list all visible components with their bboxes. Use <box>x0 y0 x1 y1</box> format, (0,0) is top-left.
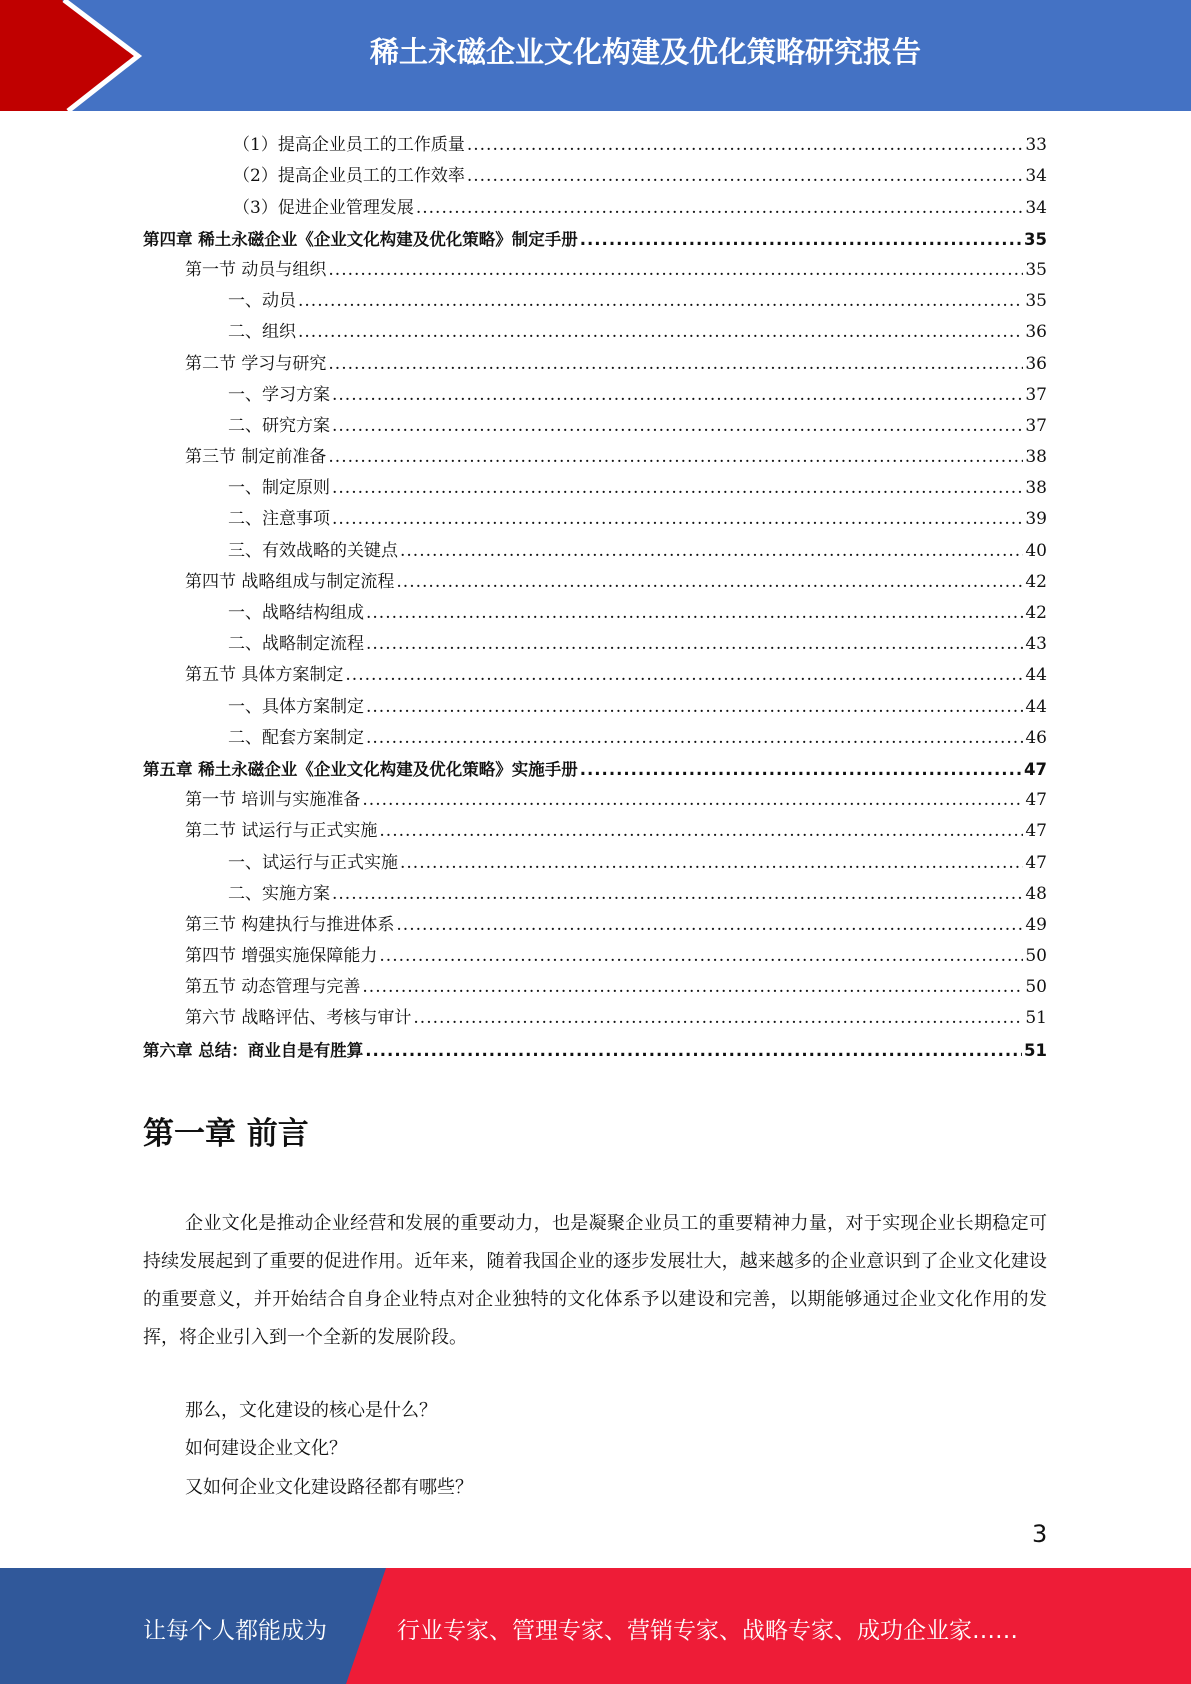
toc-entry-label: 第四节 增强实施保障能力 <box>185 946 378 967</box>
toc-page-number: 51 <box>1025 1008 1047 1029</box>
toc-entry[interactable] <box>143 598 1047 629</box>
toc-leader-dots <box>362 785 1023 816</box>
page-footer <box>0 1568 1191 1684</box>
toc-entry[interactable] <box>143 473 1047 504</box>
toc-entry[interactable] <box>143 442 1047 473</box>
toc-entry[interactable] <box>143 660 1047 691</box>
toc-page-number: 36 <box>1025 353 1047 374</box>
toc-page-number: 44 <box>1025 665 1047 686</box>
toc-entry[interactable] <box>143 348 1047 379</box>
toc-entry[interactable] <box>143 286 1047 317</box>
toc-entry[interactable] <box>143 723 1047 754</box>
toc-leader-dots <box>362 972 1023 1003</box>
toc-leader-dots <box>328 349 1023 380</box>
toc-leader-dots <box>416 193 1024 224</box>
question-line: 如何建设企业文化？ <box>185 1438 347 1459</box>
toc-entry-label: 二、配套方案制定 <box>228 727 364 748</box>
toc-entry-label: 第五章 稀土永磁企业《企业文化构建及优化策略》实施手册 <box>143 759 578 779</box>
toc-entry[interactable] <box>143 130 1047 161</box>
toc-page-number: 36 <box>1025 322 1047 343</box>
footer-slogan-right: 行业专家、管理专家、营销专家、战略专家、成功企业家…… <box>397 1618 1018 1644</box>
toc-leader-dots <box>400 848 1023 879</box>
toc-page-number: 37 <box>1025 415 1047 436</box>
toc-entry[interactable] <box>143 972 1047 1003</box>
toc-entry-label: 一、试运行与正式实施 <box>228 852 398 873</box>
toc-entry-label: （2）提高企业员工的工作效率 <box>233 166 465 187</box>
toc-page-number: 40 <box>1025 540 1047 561</box>
toc-leader-dots <box>580 224 1022 255</box>
toc-entry-label: 二、注意事项 <box>228 509 330 530</box>
toc-entry-label: 二、组织 <box>228 322 296 343</box>
toc-entry-label: 第五节 具体方案制定 <box>185 665 344 686</box>
toc-entry-label: 第五节 动态管理与完善 <box>185 977 361 998</box>
toc-page-number: 35 <box>1024 229 1047 249</box>
toc-leader-dots <box>298 317 1023 348</box>
toc-entry[interactable] <box>143 910 1047 941</box>
toc-page-number: 42 <box>1025 571 1047 592</box>
toc-entry[interactable] <box>143 411 1047 442</box>
toc-entry[interactable] <box>143 255 1047 286</box>
toc-leader-dots <box>400 536 1023 567</box>
toc-page-number: 44 <box>1025 696 1047 717</box>
toc-leader-dots <box>298 286 1023 317</box>
toc-entry-label: 第四节 战略组成与制定流程 <box>185 571 395 592</box>
toc-entry[interactable] <box>143 879 1047 910</box>
toc-entry[interactable] <box>143 567 1047 598</box>
page-header <box>0 0 1191 111</box>
toc-leader-dots <box>328 255 1023 286</box>
toc-leader-dots <box>379 941 1023 972</box>
toc-page-number: 47 <box>1025 852 1047 873</box>
toc-page-number: 50 <box>1025 946 1047 967</box>
toc-entry-label: 第二节 试运行与正式实施 <box>185 821 378 842</box>
toc-entry-label: 第六章 总结：商业自是有胜算 <box>143 1040 364 1060</box>
toc-leader-dots <box>396 910 1023 941</box>
toc-entry[interactable] <box>143 317 1047 348</box>
toc-entry-label: 第三节 构建执行与推进体系 <box>185 914 395 935</box>
toc-entry-label: 二、战略制定流程 <box>228 634 364 655</box>
toc-leader-dots <box>366 629 1023 660</box>
toc-leader-dots <box>332 473 1023 504</box>
toc-page-number: 47 <box>1025 821 1047 842</box>
toc-entry-label: 第六节 战略评估、考核与审计 <box>185 1008 412 1029</box>
intro-paragraph: 企业文化是推动企业经营和发展的重要动力，也是凝聚企业员工的重要精神力量，对于实现企业长期稳定可持续发展起到了重要的促进作用。近年来，随着我国企业的逐步发展壮大，越来越多的企业意识到了企业文化建设的重要意义，并开始结合自身企业特点对企业独特的文化体系予以建设和完善，以期能够通过企业文化作用的发挥，将企业引入到一个全新的发展阶段。 <box>143 1213 1047 1348</box>
toc-entry[interactable] <box>143 941 1047 972</box>
toc-page-number: 49 <box>1025 914 1047 935</box>
toc-entry[interactable] <box>143 691 1047 722</box>
toc-entry[interactable] <box>143 629 1047 660</box>
toc-page-number: 51 <box>1024 1040 1047 1060</box>
toc-entry-label: 一、学习方案 <box>228 384 330 405</box>
toc-entry[interactable] <box>143 1034 1047 1065</box>
question-line: 又如何企业文化建设路径都有哪些？ <box>185 1477 473 1498</box>
toc-entry[interactable] <box>143 785 1047 816</box>
toc-leader-dots <box>467 161 1024 192</box>
toc-entry-label: 一、制定原则 <box>228 478 330 499</box>
toc-entry-label: 第一节 动员与组织 <box>185 259 327 280</box>
toc-entry[interactable] <box>143 754 1047 785</box>
toc-entry[interactable] <box>143 161 1047 192</box>
toc-entry[interactable] <box>143 816 1047 847</box>
toc-leader-dots <box>332 411 1023 442</box>
toc-page-number: 35 <box>1025 291 1047 312</box>
chapter-heading: 第一章 前言 <box>143 1116 309 1152</box>
toc-entry-label: 第一节 培训与实施准备 <box>185 790 361 811</box>
toc-entry-label: 一、具体方案制定 <box>228 696 364 717</box>
toc-leader-dots <box>396 567 1023 598</box>
toc-page-number: 39 <box>1025 509 1047 530</box>
toc-entry-label: 三、有效战略的关键点 <box>228 540 398 561</box>
toc-leader-dots <box>467 130 1024 161</box>
toc-page-number: 47 <box>1025 790 1047 811</box>
toc-entry[interactable] <box>143 535 1047 566</box>
toc-leader-dots <box>366 723 1023 754</box>
question-line: 那么，文化建设的核心是什么？ <box>185 1400 437 1421</box>
toc-leader-dots <box>332 879 1023 910</box>
report-title: 稀土永磁企业文化构建及优化策略研究报告 <box>369 35 921 69</box>
toc-page-number: 38 <box>1025 478 1047 499</box>
toc-page-number: 35 <box>1025 259 1047 280</box>
toc-leader-dots <box>332 380 1023 411</box>
toc-entry[interactable] <box>143 192 1047 223</box>
toc-leader-dots <box>345 660 1023 691</box>
toc-leader-dots <box>366 692 1023 723</box>
toc-entry[interactable] <box>143 847 1047 878</box>
page-number: 3 <box>1032 1520 1048 1548</box>
toc-page-number: 38 <box>1025 447 1047 468</box>
toc-entry-label: 第二节 学习与研究 <box>185 353 327 374</box>
toc-entry[interactable] <box>143 504 1047 535</box>
toc-page-number: 33 <box>1025 135 1047 156</box>
toc-page-number: 47 <box>1024 759 1047 779</box>
toc-entry-label: （3）促进企业管理发展 <box>233 197 414 218</box>
toc-entry-label: 第四章 稀土永磁企业《企业文化构建及优化策略》制定手册 <box>143 229 578 249</box>
toc-page-number: 46 <box>1025 727 1047 748</box>
footer-slogan-left: 让每个人都能成为 <box>143 1618 327 1644</box>
toc-entry-label: 一、战略结构组成 <box>228 603 364 623</box>
toc-leader-dots <box>328 442 1023 473</box>
toc-leader-dots <box>413 1003 1023 1034</box>
toc-page-number: 50 <box>1025 977 1047 998</box>
toc-entry-label: 二、实施方案 <box>228 883 330 904</box>
toc-page-number: 48 <box>1025 883 1047 904</box>
toc-leader-dots <box>379 816 1023 847</box>
toc-leader-dots <box>332 504 1023 535</box>
toc-leader-dots <box>365 1035 1022 1066</box>
toc-page-number: 34 <box>1025 166 1047 187</box>
toc-page-number: 42 <box>1025 603 1047 623</box>
toc-entry[interactable] <box>143 224 1047 255</box>
toc-page-number: 43 <box>1025 634 1047 655</box>
toc-entry-label: 第三节 制定前准备 <box>185 447 327 468</box>
toc-leader-dots <box>366 598 1023 629</box>
toc-leader-dots <box>580 754 1022 785</box>
toc-entry-label: （1）提高企业员工的工作质量 <box>233 135 465 156</box>
toc-entry[interactable] <box>143 380 1047 411</box>
toc-entry-label: 二、研究方案 <box>228 415 330 436</box>
toc-page-number: 34 <box>1025 197 1047 218</box>
toc-entry-label: 一、动员 <box>228 291 296 312</box>
toc-entry[interactable] <box>143 1003 1047 1034</box>
table-of-contents <box>143 130 1047 1066</box>
toc-page-number: 37 <box>1025 384 1047 405</box>
